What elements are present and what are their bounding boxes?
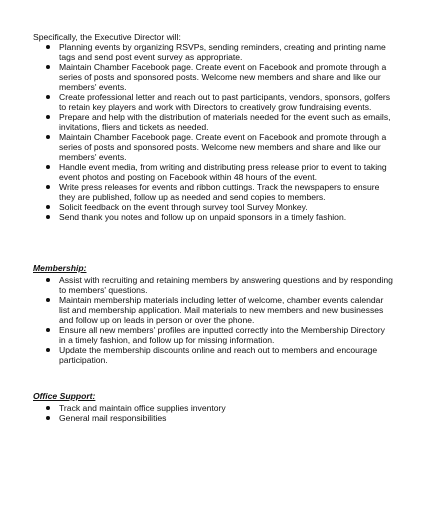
list-item — [0, 112, 394, 132]
list-item — [0, 42, 394, 62]
list-item-text: Maintain membership materials including letter of welcome, chamber events calendar list and membership application. Mail materials to new members and new businesses and follow up on leads in person or over the phone. — [59, 295, 384, 325]
office-support-list — [0, 403, 437, 423]
bullet-icon — [46, 348, 50, 352]
intro-text: Specifically, the Executive Director will: — [33, 32, 181, 42]
list-item — [0, 403, 394, 413]
bullet-icon — [46, 406, 50, 410]
list-item — [0, 182, 394, 202]
bullet-icon — [46, 135, 50, 139]
list-item — [0, 132, 394, 162]
list-item-text: Ensure all new members' profiles are inputted correctly into the Membership Directory in a timely fashion, and follow up for missing information. — [59, 325, 385, 345]
list-item — [0, 212, 394, 222]
bullet-icon — [46, 45, 50, 49]
bullet-icon — [46, 95, 50, 99]
bullet-icon — [46, 416, 50, 420]
list-item — [0, 275, 394, 295]
list-item-text: Maintain Chamber Facebook page. Create event on Facebook and promote through a series of posts and sponsored posts. Welcome new members and share and like our members' events. — [59, 132, 387, 162]
bullet-icon — [46, 165, 50, 169]
bullet-icon — [46, 65, 50, 69]
list-item-text: Update the membership discounts online and reach out to members and encourage participation. — [59, 345, 378, 365]
director-duties-list — [0, 42, 437, 222]
bullet-icon — [46, 115, 50, 119]
bullet-icon — [46, 205, 50, 209]
list-item-text: Send thank you notes and follow up on unpaid sponsors in a timely fashion. — [59, 212, 347, 222]
bullet-icon — [46, 215, 50, 219]
list-item-text: Prepare and help with the distribution of materials needed for the event such as emails, invitations, fliers and tickets as needed. — [59, 112, 391, 132]
bullet-icon — [46, 185, 50, 189]
list-item-text: Solicit feedback on the event through survey tool Survey Monkey. — [59, 202, 308, 212]
membership-heading: Membership: — [33, 263, 87, 273]
list-item-text: Write press releases for events and ribbon cuttings. Track the newspapers to ensure they are published, follow up as needed and send copies to members. — [59, 182, 380, 202]
list-item — [0, 325, 394, 345]
list-item — [0, 62, 394, 92]
office-support-heading: Office Support: — [33, 391, 96, 401]
list-item — [0, 295, 394, 325]
list-item — [0, 92, 394, 112]
bullet-icon — [46, 298, 50, 302]
list-item-text: Track and maintain office supplies inventory — [59, 403, 226, 413]
list-item-text: Assist with recruiting and retaining members by answering questions and by responding to members' questions. — [59, 275, 393, 295]
list-item — [0, 413, 394, 423]
membership-list — [0, 275, 437, 365]
list-item — [0, 202, 394, 212]
list-item-text: Handle event media, from writing and distributing press release prior to event to taking event photos and posting on Facebook within 48 hours of the event. — [59, 162, 387, 182]
list-item-text: General mail responsibilities — [59, 413, 167, 423]
bullet-icon — [46, 278, 50, 282]
bullet-icon — [46, 328, 50, 332]
list-item-text: Maintain Chamber Facebook page. Create event on Facebook and promote through a series of posts and sponsored posts. Welcome new members and share and like our members' events. — [59, 62, 387, 92]
list-item — [0, 162, 394, 182]
list-item — [0, 345, 394, 365]
list-item-text: Planning events by organizing RSVPs, sending reminders, creating and printing name tags and send post event survey as appropriate. — [59, 42, 386, 62]
list-item-text: Create professional letter and reach out to past participants, vendors, sponsors, golfers to retain key players and work with Directors to creatively grow fundraising events. — [59, 92, 391, 112]
